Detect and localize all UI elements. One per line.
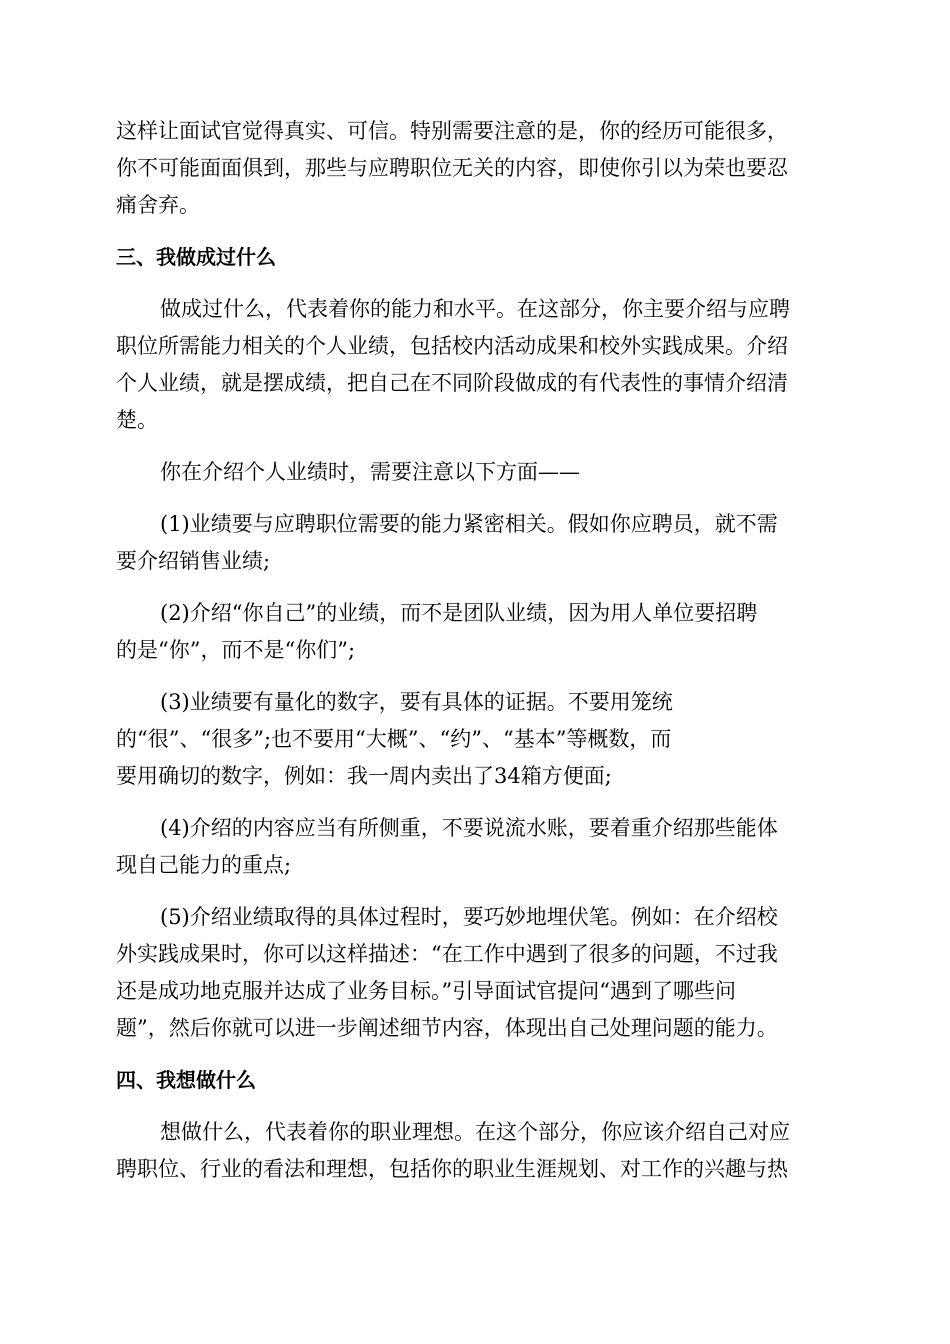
list-item-2: [116, 595, 834, 669]
text-line: 的是“你”，而不是“你们”;: [116, 638, 356, 662]
text-line: (1)业绩要与应聘职位需要的能力紧密相关。假如你应聘员，就不需: [160, 512, 778, 536]
paragraph-3a: [116, 291, 834, 439]
text-line: 的“很”、“很多”;也不要用“大概”、“约”、“基本”等概数，而: [116, 727, 672, 751]
text-line: 想做什么，代表着你的职业理想。在这个部分，你应该介绍自己对应: [160, 1120, 790, 1144]
section-heading-4: 四、我想做什么: [116, 1068, 256, 1092]
text-line: 题”，然后你就可以进一步阐述细节内容，体现出自己处理问题的能力。: [116, 1016, 778, 1040]
paragraph-3b: [116, 454, 834, 491]
document-body: [116, 113, 834, 1203]
list-item-4: [116, 810, 834, 884]
text-line: (4)介绍的内容应当有所侧重，不要说流水账，要着重介绍那些能体: [160, 816, 778, 840]
text-line: (5)介绍业绩取得的具体过程时，要巧妙地埋伏笔。例如：在介绍校: [160, 905, 778, 929]
text-line: 这样让面试官觉得真实、可信。特别需要注意的是，你的经历可能很多，: [116, 119, 788, 143]
text-line: 要用确切的数字，例如：我一周内卖出了34箱方便面;: [116, 764, 612, 788]
text-line: 个人业绩，就是摆成绩，把自己在不同阶段做成的有代表性的事情介绍清: [116, 371, 788, 395]
text-line: 职位所需能力相关的个人业绩，包括校内活动成果和校外实践成果。介绍: [116, 334, 788, 358]
text-line: 你在介绍个人业绩时，需要注意以下方面——: [160, 460, 580, 484]
text-line: 你不可能面面俱到，那些与应聘职位无关的内容，即使你引以为荣也要忍: [116, 156, 788, 180]
text-line: 外实践成果时，你可以这样描述：“在工作中遇到了很多的问题，不过我: [116, 942, 778, 966]
list-item-3: [116, 684, 834, 795]
text-line: 聘职位、行业的看法和理想，包括你的职业生涯规划、对工作的兴趣与热: [116, 1157, 788, 1181]
text-line: (3)业绩要有量化的数字，要有具体的证据。不要用笼统: [160, 690, 673, 714]
text-line: 还是成功地克服并达成了业务目标。”引导面试官提问“遇到了哪些问: [116, 979, 736, 1003]
text-line: 要介绍销售业绩;: [116, 549, 271, 573]
text-line: 现自己能力的重点;: [116, 853, 292, 877]
text-line: 做成过什么，代表着你的能力和水平。在这部分，你主要介绍与应聘: [160, 297, 790, 321]
text-line: (2)介绍“你自己”的业绩，而不是团队业绩，因为用人单位要招聘: [160, 601, 758, 625]
list-item-5: [116, 899, 834, 1047]
paragraph-intro: [116, 113, 834, 224]
text-line: 楚。: [116, 408, 158, 432]
section-heading-3: 三、我做成过什么: [116, 245, 276, 269]
paragraph-4a: [116, 1114, 834, 1188]
list-item-1: [116, 506, 834, 580]
text-line: 痛舍弃。: [116, 193, 200, 217]
